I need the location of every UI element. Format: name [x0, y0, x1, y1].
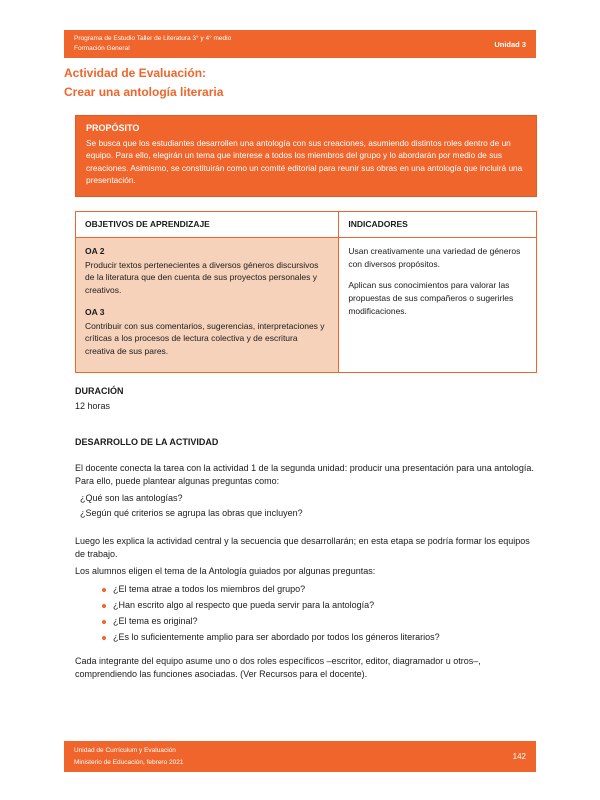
footer-line1: Unidad de Currículum y Evaluación	[74, 747, 176, 755]
page-footer-bar	[64, 741, 536, 772]
table-header-row	[76, 212, 537, 238]
paragraph: Cada integrante del equipo asume uno o dos roles específicos –escritor, editor, diagramador u otros–, comprendiendo las funciones asociadas. (Ver Recursos para el docente).	[75, 655, 481, 679]
oa-item	[85, 245, 329, 297]
header-program-info	[74, 34, 231, 55]
proposito-header: PROPÓSITO	[86, 123, 140, 133]
objectives-header-cell: OBJETIVOS DE APRENDIZAJE	[76, 212, 339, 238]
spacer	[75, 523, 538, 535]
question-line: ¿Qué son las antologías?	[80, 492, 183, 503]
question-line: ¿Según qué criterios se agrupa las obras que incluyen?	[80, 508, 303, 518]
oa-code: OA 3	[85, 306, 105, 317]
list-item: ¿Es lo suficientemente amplio para ser abordado por todos los géneros literarios?	[113, 631, 538, 645]
oa-item	[85, 306, 329, 358]
page-title-line2: Crear una antología literaria	[64, 84, 224, 99]
oa-text: Contribuir con sus comentarios, sugerencias, interpretaciones y críticas a los procesos de lectura colectiva y de escritura creativa de sus pares.	[85, 320, 325, 356]
list-item: ¿El tema es original?	[113, 615, 538, 629]
page-title-line1: Actividad de Evaluación:	[64, 66, 207, 80]
page-number: 142	[512, 752, 526, 761]
activity-development	[75, 436, 538, 685]
objectives-cell	[76, 237, 339, 372]
indicator-item: Usan creativamente una variedad de géneros con diversos propósitos.	[348, 245, 521, 269]
unit-badge: Unidad 3	[494, 39, 526, 49]
objectives-indicators-table	[75, 211, 537, 373]
paragraph: El docente conecta la tarea con la actividad 1 de la segunda unidad: producir una presentación para una antología. Para ello, puede plantear algunas preguntas como:	[75, 462, 534, 486]
duration-block	[75, 384, 124, 415]
footer-org-info	[74, 745, 183, 767]
duration-value: 12 horas	[75, 401, 111, 412]
footer-line2: Ministerio de Educación, febrero 2021	[74, 758, 184, 766]
oa-code: OA 2	[85, 245, 105, 256]
oa-text: Producir textos pertenecientes a diversos géneros discursivos de la literatura que den cuenta de sus proyectos personales y creativos.	[85, 259, 319, 295]
paragraph: Luego les explica la actividad central y la secuencia que desarrollarán; en esta etapa se podría formar los equipos de trabajo.	[75, 535, 530, 559]
paragraph: Los alumnos eligen el tema de la Antología guiados por algunas preguntas:	[75, 565, 376, 576]
page-title	[64, 64, 536, 101]
list-item: ¿El tema atrae a todos los miembros del grupo?	[113, 583, 538, 597]
section-title: DESARROLLO DE LA ACTIVIDAD	[75, 437, 219, 447]
header-program-line1: Programa de Estudio Taller de Literatura 3° y 4° medio	[74, 34, 232, 42]
guiding-questions-list	[75, 583, 538, 645]
page-header-bar	[64, 30, 536, 58]
table-body-row	[76, 237, 537, 372]
indicators-header-cell: INDICADORES	[339, 212, 537, 238]
proposito-box	[75, 115, 537, 197]
indicator-item: Aplican sus conocimientos para valorar las propuestas de sus compañeros o sugerirles modificaciones.	[348, 280, 514, 316]
list-item: ¿Han escrito algo al respecto que pueda servir para la antología?	[113, 599, 538, 613]
duration-label: DURACIÓN	[75, 386, 124, 396]
proposito-body: Se busca que los estudiantes desarrollen una antología con sus creaciones, asumiendo distintos roles dentro de un equipo. Para ello, elegirán un tema que interese a todos los miembros del grupo y lo abordarán por medio de sus creaciones. Asimismo, se constituirán como un comité editorial para reunir sus obras en una antología que incluirá una presentación.	[86, 138, 523, 186]
header-program-line2: Formación General	[74, 45, 130, 52]
indicators-cell	[339, 237, 537, 372]
